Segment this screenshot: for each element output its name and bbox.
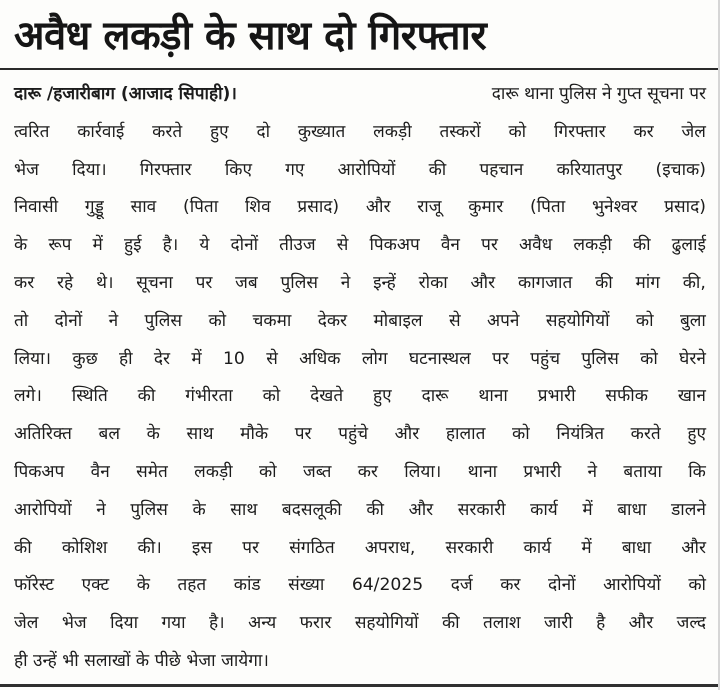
word: खान (677, 386, 706, 407)
word: की (632, 235, 651, 256)
word: साथ (230, 499, 258, 520)
word: साव (130, 197, 157, 218)
word: हुई (123, 235, 142, 256)
word: घटनास्थल (408, 348, 471, 369)
word: के (14, 235, 28, 256)
word: ये (199, 235, 210, 256)
word: ने (340, 272, 351, 293)
word: पर (195, 272, 213, 293)
word: को (512, 424, 530, 445)
word: गंभीरता (185, 386, 233, 407)
word: थे। (95, 272, 114, 293)
word: की। (137, 537, 162, 558)
word: और (628, 613, 654, 634)
word: दोनों (54, 310, 83, 331)
article-line-text: दारू थाना पुलिस ने गुप्त सूचना पर (491, 84, 706, 104)
word: फरार (299, 613, 332, 634)
word: त्वरित (14, 121, 50, 142)
word: सहयोगियों (545, 310, 610, 331)
word: तस्करों (439, 121, 481, 142)
word: भुनेश्वर (591, 197, 638, 218)
word: रूप (48, 235, 72, 256)
word: करियातपुर (556, 159, 623, 180)
word: 10 (222, 348, 245, 369)
word: थाना (478, 386, 508, 407)
word: संगठित (289, 537, 335, 558)
word: मांग (635, 272, 660, 293)
word: कोशिश (61, 537, 108, 558)
word: लगे। (14, 386, 42, 407)
word: पुलिस (280, 272, 318, 293)
word: कर (14, 272, 35, 293)
word: रहे (57, 272, 74, 293)
word: दिया (110, 613, 139, 634)
word: लिया। (404, 461, 442, 482)
word: जल्द (676, 613, 706, 634)
word: गए (285, 159, 305, 180)
word: पिकअप (14, 461, 65, 482)
word: की (366, 499, 384, 520)
word: कर (633, 121, 654, 142)
word: ही (14, 650, 34, 671)
word: ही (118, 348, 133, 369)
word: भी (62, 650, 85, 671)
word: लकड़ी (573, 235, 612, 256)
word: से (336, 235, 349, 256)
word: (पिता (183, 197, 219, 218)
word: वैन (440, 235, 460, 256)
word: बाधा (617, 499, 647, 520)
word: पहुंचे (338, 424, 368, 445)
word: कार्य (530, 499, 558, 520)
article-line (14, 530, 706, 568)
word: आरोपियों (14, 499, 72, 520)
word: अपने (486, 310, 520, 331)
word: थाना (467, 461, 498, 482)
word: पर (294, 424, 312, 445)
word: पुलिस (130, 499, 168, 520)
article-line (14, 454, 706, 492)
word: जायेगा। (221, 650, 269, 671)
word: इन्हें (373, 272, 396, 293)
word: लोग (361, 348, 388, 369)
word: है (596, 613, 606, 634)
word: चकमा (252, 310, 292, 331)
word: प्रभारी (523, 461, 562, 482)
word: तो (14, 310, 29, 331)
word: हुए (210, 121, 229, 142)
article-line (14, 643, 706, 681)
word: हुए (687, 424, 706, 445)
word: दो (256, 121, 271, 142)
word: प्रभारी (537, 386, 576, 407)
word: भेज (61, 613, 87, 634)
word: पिकअप (369, 235, 420, 256)
word: पहुंच (530, 348, 561, 369)
word: सरकारी (457, 499, 506, 520)
word: हुए (373, 386, 392, 407)
word: बुला (679, 310, 706, 331)
word: गिरफ्तार (139, 159, 192, 180)
headline-divider (0, 68, 720, 70)
article-line (14, 114, 706, 152)
word: एक्ट (81, 575, 110, 596)
word: (इचाक) (655, 159, 706, 180)
word: की (428, 159, 447, 180)
word: कार्रवाई (77, 121, 125, 142)
word: निवासी (14, 197, 59, 218)
word: गया (161, 613, 186, 634)
word: पुलिस (581, 348, 619, 369)
word: रोका (418, 272, 448, 293)
word: दिया। (72, 159, 107, 180)
word: राजू (417, 197, 442, 218)
word: है। (162, 235, 179, 256)
word: साथ (186, 424, 214, 445)
word: कांड (233, 575, 261, 596)
word: उन्हें (33, 650, 63, 671)
word: स्थिति (71, 386, 108, 407)
word: देर (153, 348, 171, 369)
article-line (14, 265, 706, 303)
word: शिव (244, 197, 271, 218)
word: से (448, 310, 461, 331)
word: कुछ (72, 348, 98, 369)
word: की (137, 386, 156, 407)
word: सहयोगियों (354, 613, 419, 634)
article-line (14, 492, 706, 530)
word: लकड़ी (194, 461, 233, 482)
word: पहचान (479, 159, 524, 180)
word: बल (98, 424, 120, 445)
bottom-border (0, 684, 720, 687)
article-line (14, 378, 706, 416)
word: कर (357, 461, 378, 482)
word: किए (224, 159, 252, 180)
word: भेजा (186, 650, 222, 671)
word: और (681, 537, 706, 558)
word: को (262, 386, 281, 407)
word: से (266, 348, 278, 369)
word: दोनों (230, 235, 259, 256)
word: करते (152, 121, 183, 142)
word: की (595, 272, 613, 293)
word: कुख्यात (297, 121, 346, 142)
word: बाधा (621, 537, 652, 558)
word: ने (587, 461, 598, 482)
word: कर (500, 575, 521, 596)
word: अवैध (518, 235, 553, 256)
word: अन्य (248, 613, 277, 634)
word: अपराध, (364, 537, 416, 558)
word: को (640, 348, 658, 369)
article-line (14, 567, 706, 605)
word: और (470, 272, 496, 293)
word: कार्य (523, 537, 552, 558)
word: जब्त (302, 461, 332, 482)
word: पीछे (154, 650, 187, 671)
word: की (441, 613, 460, 634)
word: गुड्डू (84, 197, 104, 218)
word: की (14, 537, 32, 558)
word: आरोपियों (603, 575, 661, 596)
word: के (136, 575, 150, 596)
word: के (146, 424, 160, 445)
article-line (14, 341, 706, 379)
word: अतिरिक्त (14, 424, 72, 445)
word: कागजात (517, 272, 573, 293)
word: इस (191, 537, 212, 558)
article-body (14, 76, 706, 681)
word: नियंत्रित (556, 424, 605, 445)
word: की, (682, 272, 706, 293)
word: प्रसाद) (664, 197, 706, 218)
word: बदसलूकी (281, 499, 342, 520)
word: (पिता (530, 197, 566, 218)
word: भेज (14, 159, 39, 180)
word: सफीक (605, 386, 648, 407)
word: तलाश (483, 613, 521, 634)
word: देकर (317, 310, 348, 331)
word: ने (108, 310, 119, 331)
word: 64/2025 (351, 575, 424, 596)
word: के (135, 650, 155, 671)
word: को (508, 121, 527, 142)
word: वैन (90, 461, 110, 482)
word: को (635, 310, 654, 331)
word: दारू (421, 386, 449, 407)
word: जेल (681, 121, 706, 142)
word: जेल (14, 613, 39, 634)
word: ढुलाई (671, 235, 706, 256)
word: संख्या (288, 575, 325, 596)
word: गिरफ्तार (553, 121, 606, 142)
word: बताया (623, 461, 662, 482)
word: और (394, 424, 420, 445)
word: को (208, 310, 227, 331)
article-line (14, 76, 706, 114)
article-line (14, 152, 706, 190)
word: और (365, 197, 391, 218)
word: में (582, 499, 593, 520)
word: दर्ज (450, 575, 473, 596)
word: पुलिस (144, 310, 183, 331)
word: घेरने (679, 348, 706, 369)
word: कुमार (468, 197, 504, 218)
word: पर (242, 537, 259, 558)
word: समेत (136, 461, 168, 482)
word: जारी (544, 613, 573, 634)
word: ने (96, 499, 106, 520)
word: सरकारी (445, 537, 494, 558)
word: करते (630, 424, 661, 445)
word: लिया। (14, 348, 52, 369)
word: और (408, 499, 434, 520)
article-line (14, 416, 706, 454)
word: में (191, 348, 202, 369)
article-line (14, 189, 706, 227)
word: सलाखों (84, 650, 136, 671)
word: मोबाइल (373, 310, 423, 331)
word: पर (492, 348, 509, 369)
word: पर (481, 235, 498, 256)
word: सूचना (136, 272, 173, 293)
word: डालने (671, 499, 706, 520)
word: तीउज (279, 235, 316, 256)
article-line (14, 303, 706, 341)
word: को (258, 461, 277, 482)
word: के (192, 499, 206, 520)
word: कि (688, 461, 706, 482)
word: है। (209, 613, 225, 634)
word: हालात (445, 424, 486, 445)
word: फॉरेस्ट (14, 575, 55, 596)
word: में (581, 537, 592, 558)
word: जब (235, 272, 258, 293)
word: लकड़ी (373, 121, 412, 142)
word: प्रसाद) (297, 197, 340, 218)
word: को (688, 575, 706, 596)
article-line (14, 605, 706, 643)
word: आरोपियों (337, 159, 396, 180)
word: दोनों (547, 575, 576, 596)
dateline: दारू /हजारीबाग (आजाद सिपाही)। (14, 84, 237, 104)
word: में (92, 235, 103, 256)
headline: अवैध लकड़ी के साथ दो गिरफ्तार (14, 13, 487, 59)
word: अधिक (299, 348, 341, 369)
word: तहत (177, 575, 207, 596)
article-line (14, 227, 706, 265)
word: मौके (240, 424, 269, 445)
word: देखते (310, 386, 344, 407)
